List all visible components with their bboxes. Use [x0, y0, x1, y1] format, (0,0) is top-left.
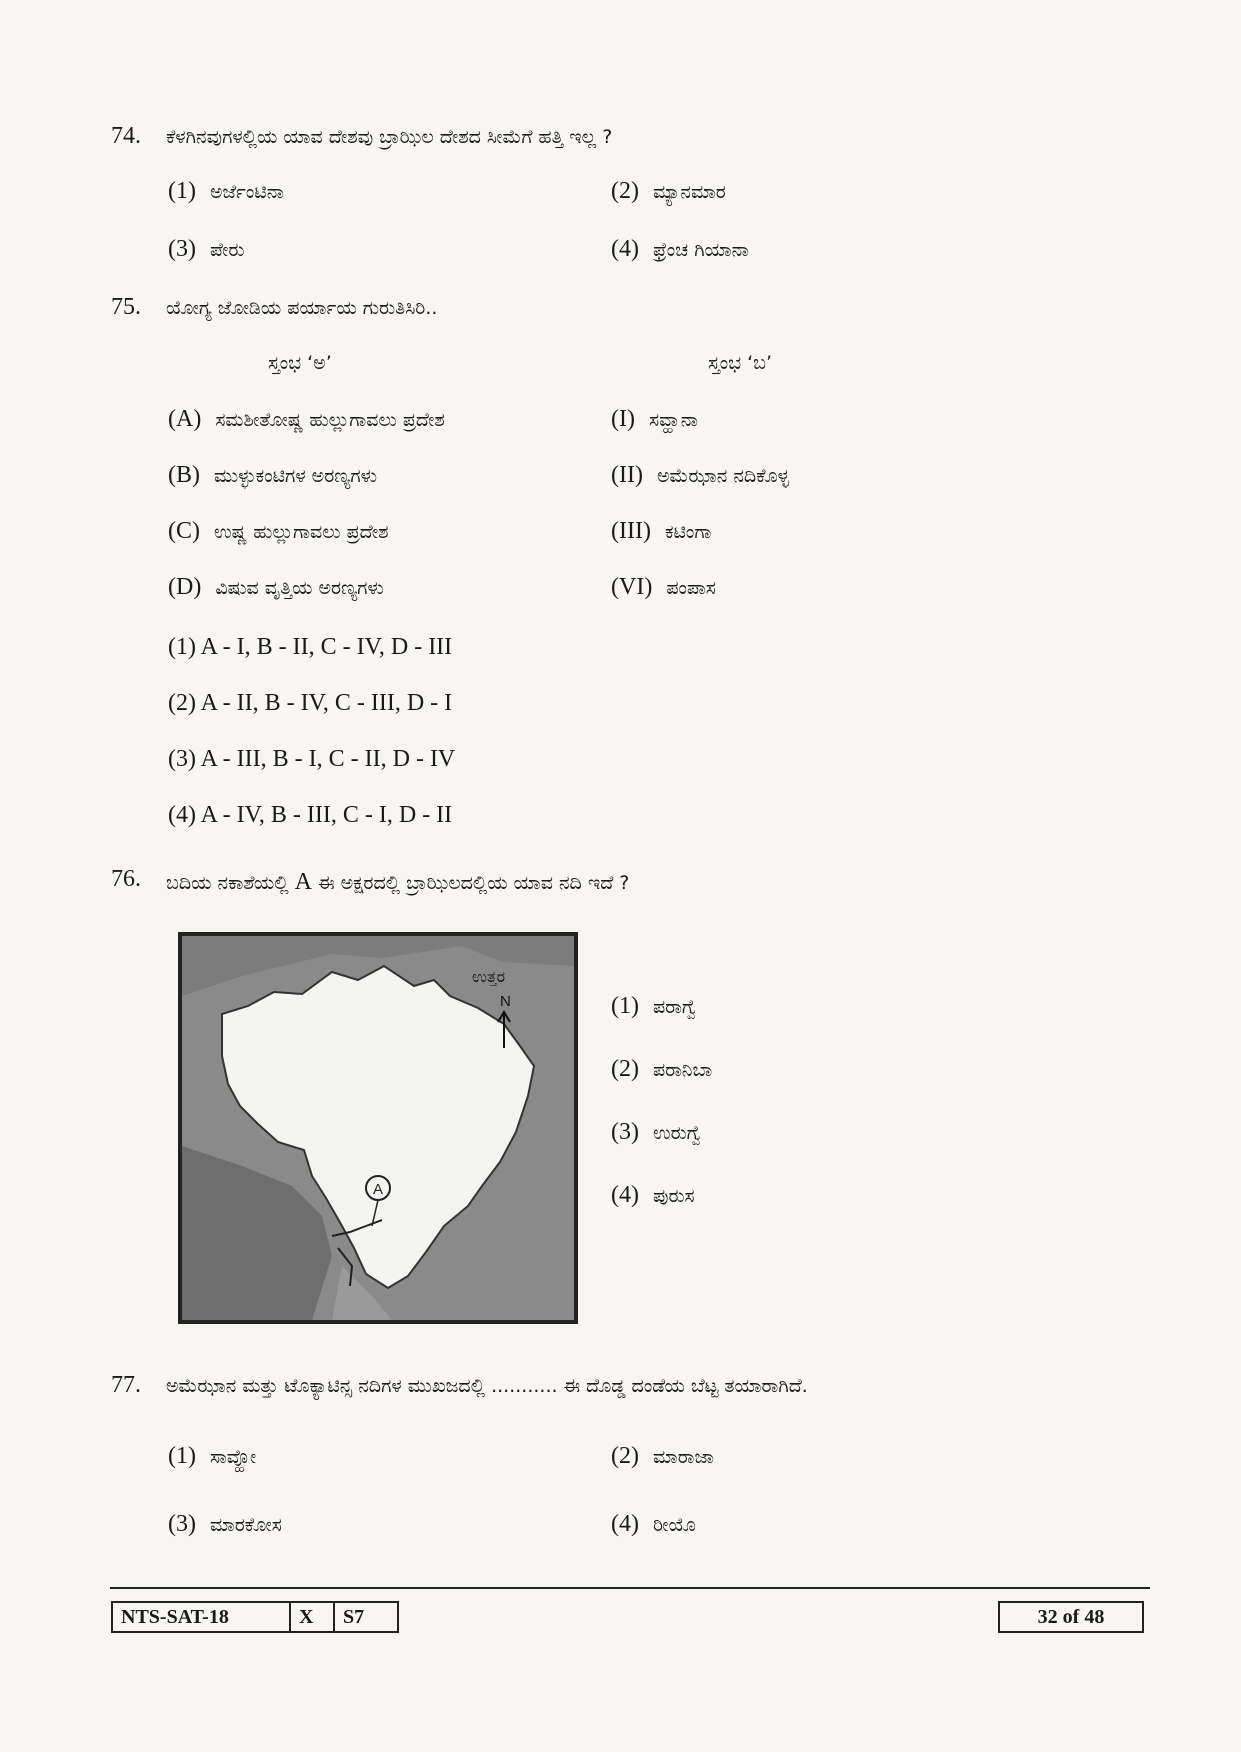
question-76-number: 76.: [111, 866, 141, 892]
question-74-number: 74.: [111, 123, 141, 149]
footer-code-box: [111, 1601, 399, 1633]
column-a-heading: ಸ್ತಂಭ ‘ಅ’: [268, 352, 332, 374]
q74-option-3: (3) ಪೇರು: [168, 236, 245, 262]
brazil-map-drawing: [182, 936, 574, 1320]
q74-option-2: (2) ಮ್ಯಾನಮಾರ: [611, 178, 726, 204]
question-76-text: ಬದಿಯ ನಕಾಶೆಯಲ್ಲಿ A ಈ ಅಕ್ಷರದಲ್ಲಿ ಬ್ರಾಝಿಲದಲ್ಲಿಯ ಯಾವ ನದಿ ಇದೆ ?: [166, 869, 630, 895]
footer-medium: X: [289, 1603, 333, 1631]
q75-option-4: (4) A - IV, B - III, C - I, D - II: [168, 802, 453, 828]
column-a-item-c: (C) ಉಷ್ಣ ಹುಲ್ಲುಗಾವಲು ಪ್ರದೇಶ: [168, 518, 389, 544]
footer-divider: [110, 1587, 1150, 1589]
q75-option-2: (2) A - II, B - IV, C - III, D - I: [168, 690, 453, 716]
q75-option-3: (3) A - III, B - I, C - II, D - IV: [168, 746, 456, 772]
footer-page-number: 32 of 48: [1037, 1605, 1105, 1628]
footer-series: S7: [333, 1603, 397, 1631]
brazil-map: [178, 932, 578, 1324]
point-a-label: A: [372, 1181, 384, 1198]
q74-option-1: (1) ಅರ್ಜೆಂಟಿನಾ: [168, 178, 284, 204]
q77-option-3: (3) ಮಾರಕೋಸ: [168, 1511, 282, 1537]
question-74-text: ಕೆಳಗಿನವುಗಳಲ್ಲಿಯ ಯಾವ ದೇಶವು ಬ್ರಾಝಿಲ ದೇಶದ ಸೀಮೆಗೆ ಹತ್ತಿ ಇಲ್ಲ ?: [166, 126, 613, 148]
q74-option-4: (4) ಫ್ರೆಂಚ ಗಿಯಾನಾ: [611, 236, 749, 262]
north-label: ಉತ್ತರ: [472, 967, 506, 986]
q77-option-4: (4) ರೀಯೊ: [611, 1511, 696, 1537]
q75-option-1: (1) A - I, B - II, C - IV, D - III: [168, 634, 453, 660]
q76-option-3: (3) ಉರುಗ್ವೆ: [611, 1119, 702, 1145]
column-b-item-vi: (VI) ಪಂಪಾಸ: [611, 574, 716, 600]
column-b-item-iii: (III) ಕಟಿಂಗಾ: [611, 518, 712, 544]
q76-option-1: (1) ಪರಾಗ್ವೆ: [611, 993, 697, 1019]
footer-page-box: [998, 1601, 1144, 1633]
q77-option-2: (2) ಮಾರಾಜಾ: [611, 1443, 714, 1469]
question-77-text: ಅಮೆಝಾನ ಮತ್ತು ಟೊಕ್ಯಾಟಿನ್ಸ ನದಿಗಳ ಮುಖಜದಲ್ಲಿ ........... ಈ ದೊಡ್ಡ ದಂಡೆಯ ಬೆಟ್ಟ ತಯಾರಾಗಿದೆ.: [166, 1375, 808, 1397]
column-b-heading: ಸ್ತಂಭ ‘ಬ’: [708, 352, 773, 374]
north-n-label: N: [500, 993, 511, 1010]
q76-option-2: (2) ಪರಾನಿಬಾ: [611, 1056, 713, 1082]
question-75-number: 75.: [111, 294, 141, 320]
column-a-item-a: (A) ಸಮಶೀತೋಷ್ಣ ಹುಲ್ಲುಗಾವಲು ಪ್ರದೇಶ: [168, 406, 445, 432]
column-b-item-ii: (II) ಅಮೆಝಾನ ನದಿಕೊಳ್ಳ: [611, 462, 790, 488]
q76-option-4: (4) ಪುರುಸ: [611, 1182, 695, 1208]
column-a-item-b: (B) ಮುಳ್ಳುಕಂಟಿಗಳ ಅರಣ್ಯಗಳು: [168, 462, 377, 488]
question-77-number: 77.: [111, 1372, 141, 1398]
question-75-text: ಯೋಗ್ಯ ಜೋಡಿಯ ಪರ್ಯಾಯ ಗುರುತಿಸಿರಿ..: [166, 297, 438, 319]
column-a-item-d: (D) ವಿಷುವ ವೃತ್ತಿಯ ಅರಣ್ಯಗಳು: [168, 574, 384, 600]
footer-code: NTS-SAT-18: [121, 1605, 229, 1628]
q77-option-1: (1) ಸಾವ್ಹೋ: [168, 1443, 257, 1469]
column-b-item-i: (I) ಸವ್ಹಾನಾ: [611, 406, 698, 432]
